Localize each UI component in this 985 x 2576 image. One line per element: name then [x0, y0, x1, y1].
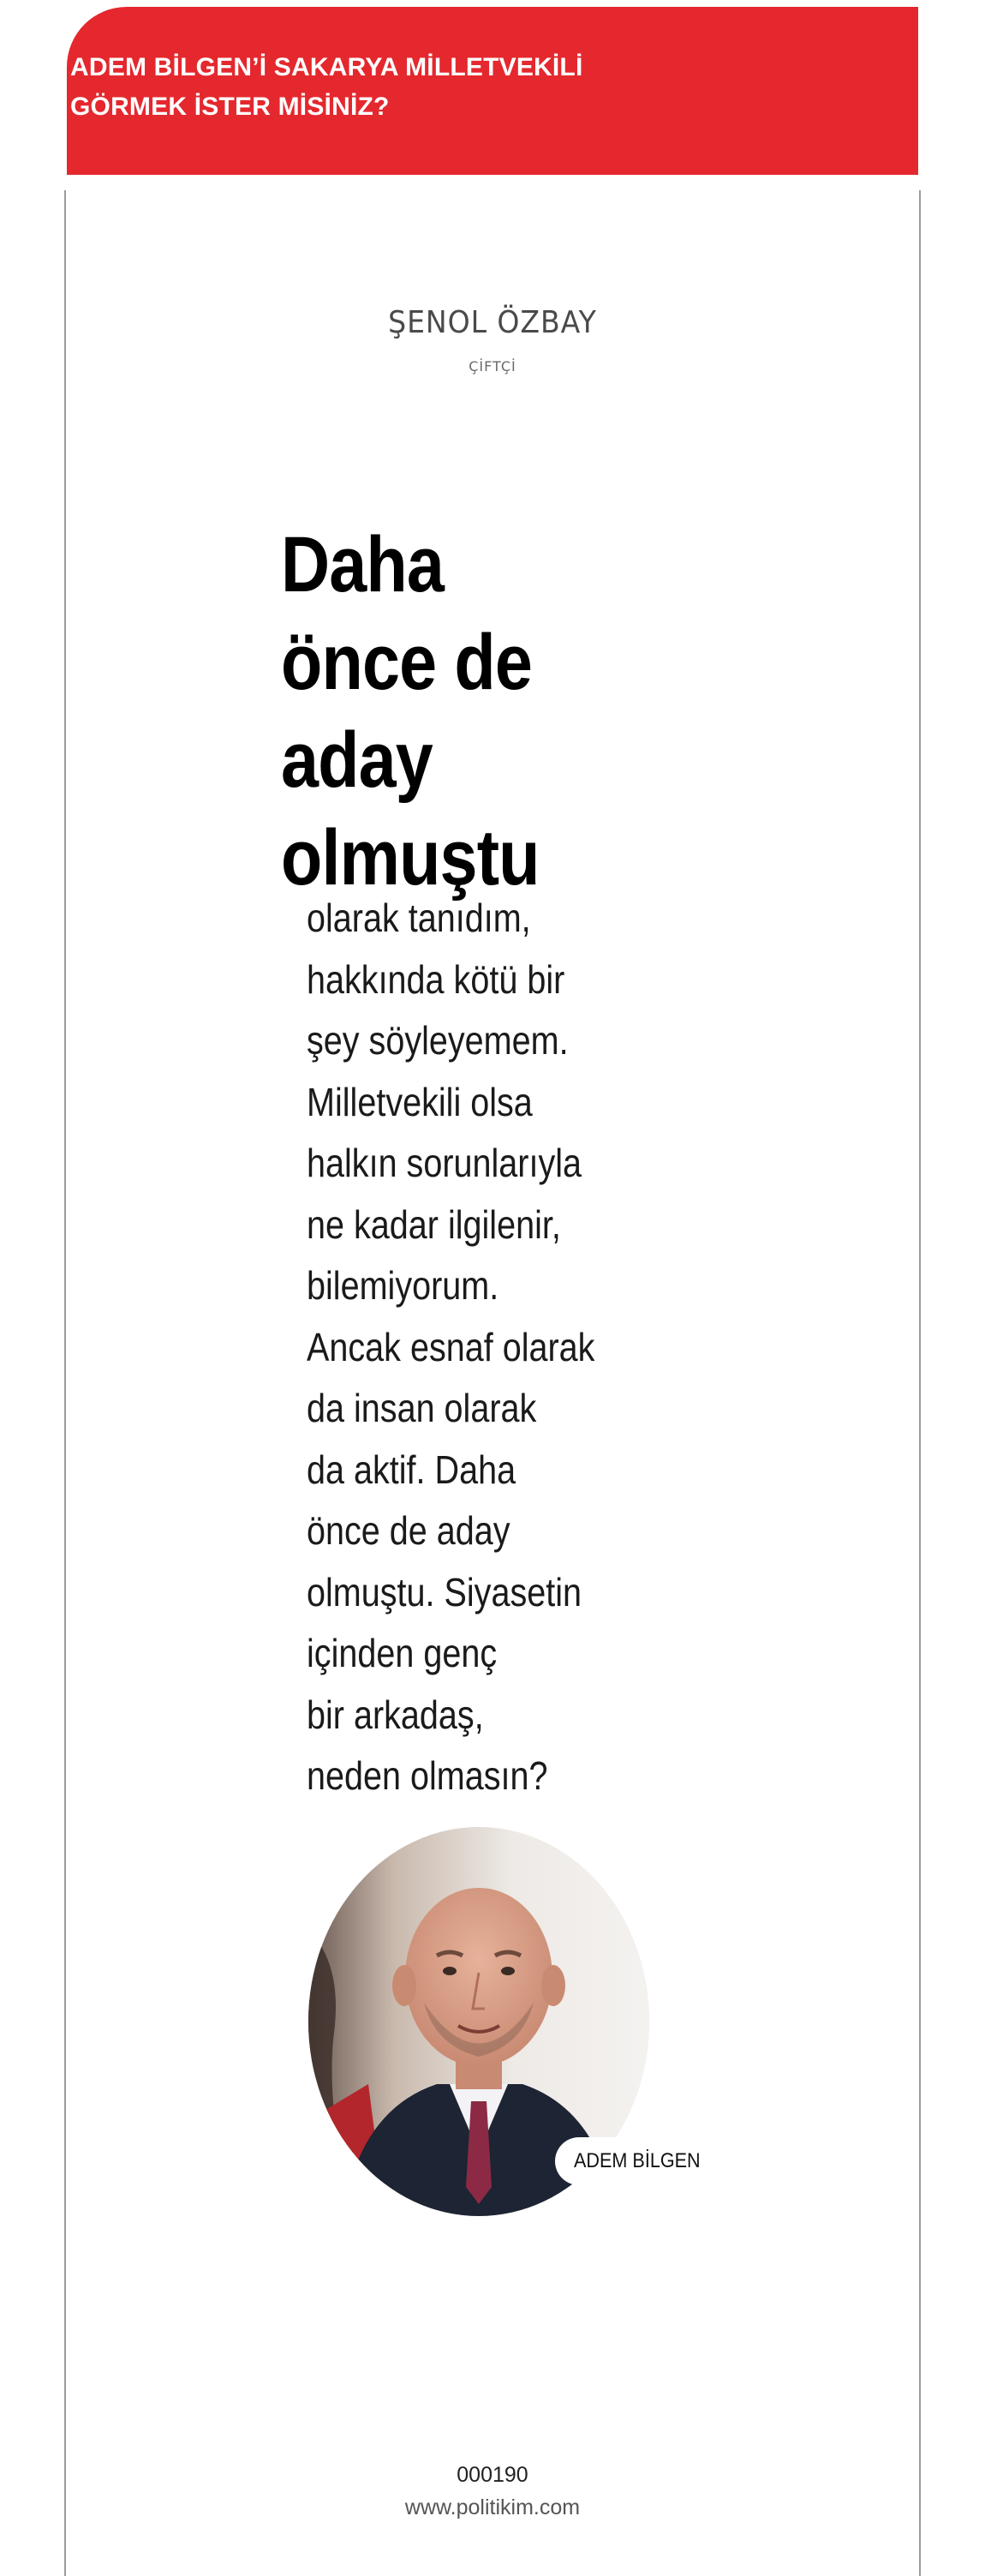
quote-line: hakkında kötü bir	[307, 956, 565, 1002]
headline-line-2: önce de	[281, 619, 532, 706]
quote-line: şey söyleyemem.	[307, 1018, 569, 1063]
quote-line: Milletvekili olsa	[307, 1079, 533, 1124]
quote-line: da insan olarak	[307, 1386, 537, 1430]
quote-line: Ancak esnaf olarak	[307, 1324, 595, 1369]
quote-line: neden olmasın?	[307, 1753, 548, 1798]
header-title-line1: ADEM BİLGEN’İ SAKARYA MİLLETVEKİLİ	[70, 53, 583, 81]
quote-line: içinden genç	[307, 1631, 498, 1675]
footer-code: 000190	[457, 2463, 528, 2487]
footer-site: www.politikim.com	[404, 2495, 581, 2519]
headline	[281, 516, 590, 907]
headline-line-1: Daha	[281, 521, 445, 608]
header-title	[70, 48, 670, 127]
quote-line: da aktif. Daha	[307, 1447, 516, 1492]
quote-line: bilemiyorum.	[307, 1263, 499, 1308]
quote-line: bir arkadaş,	[307, 1692, 484, 1737]
quote-line: olarak tanıdım,	[307, 896, 531, 940]
quote-line: önce de aday	[307, 1508, 510, 1553]
header-title-line2: GÖRMEK İSTER MİSİNİZ?	[70, 93, 390, 121]
quote-line: olmuştu. Siyasetin	[307, 1569, 582, 1614]
quote-body	[307, 888, 595, 1807]
photo-caption: ADEM BİLGEN	[574, 2149, 701, 2172]
photo-caption-badge	[555, 2137, 733, 2185]
quote-line: halkın sorunlarıyla	[307, 1141, 582, 1185]
quote-line: ne kadar ilgilenir,	[307, 1201, 561, 1247]
author-name: ŞENOL ÖZBAY	[388, 305, 597, 340]
headline-line-4: olmuştu	[281, 814, 540, 902]
headline-line-3: aday	[281, 716, 433, 804]
author-role: ÇİFTÇİ	[469, 358, 516, 374]
